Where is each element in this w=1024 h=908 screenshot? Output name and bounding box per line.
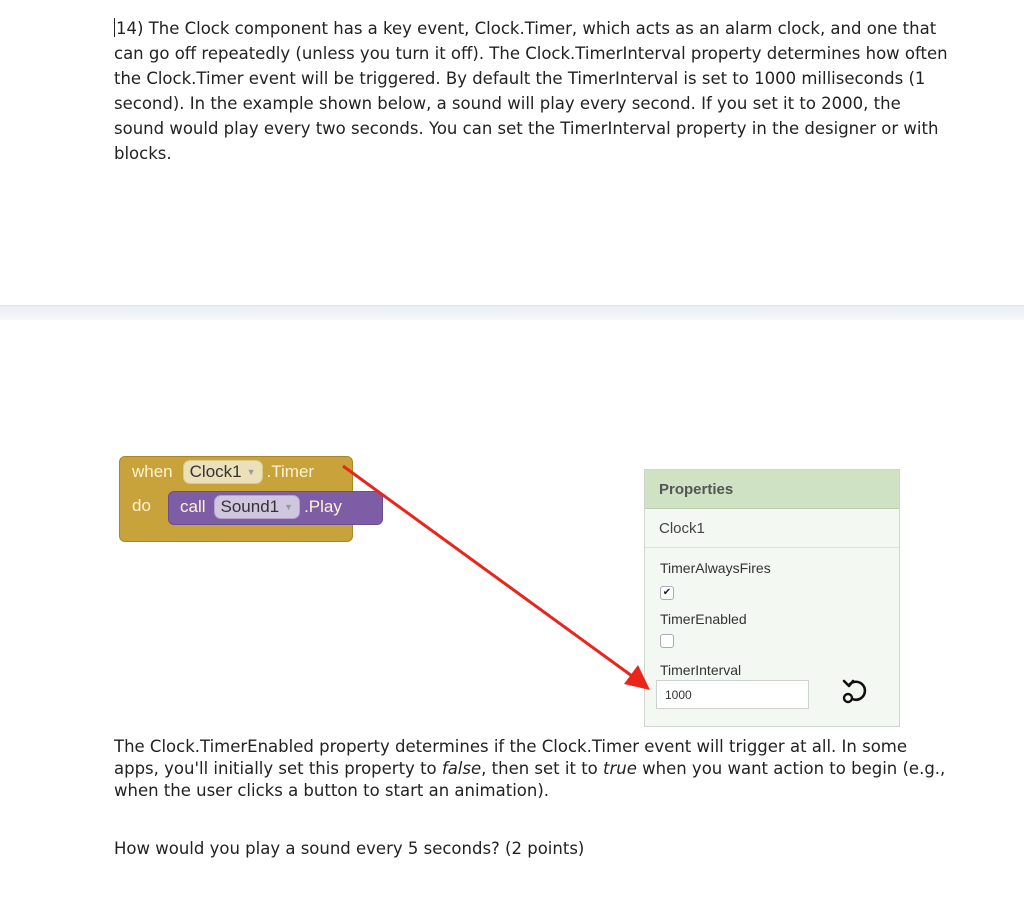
arrow-head-icon xyxy=(624,665,650,690)
do-keyword: do xyxy=(132,496,151,515)
question-prompt: How would you play a sound every 5 seconds? (2 points) xyxy=(114,839,585,858)
properties-component-name: Clock1 xyxy=(645,509,899,548)
checkmark-icon: ✔ xyxy=(662,587,672,598)
arrow-line xyxy=(343,466,632,676)
timer-interval-label: TimerInterval xyxy=(660,662,742,678)
sound-component-label: Sound1 xyxy=(220,497,280,516)
timer-enabled-label: TimerEnabled xyxy=(660,611,747,627)
timer-event-name: .Timer xyxy=(266,462,315,481)
dropdown-arrow-icon: ▼ xyxy=(246,467,256,477)
when-keyword: when xyxy=(132,462,173,481)
question-text: 14) The Clock component has a key event, Clock.Timer, which acts as an alarm clock, and one that can go off repeatedly (unless you turn it off). The Clock.TimerInterval property determines how often the Clock.Timer event will be triggered. By default the TimerInterval is set to 1000 milliseconds (1 second). In the example shown below, a sound will play every second. If you set it to 2000, the sound would play every two seconds. You can set the TimerInterval property in the designer or with blocks. xyxy=(114,19,948,163)
clock-component-label: Clock1 xyxy=(189,462,242,481)
play-method-name: .Play xyxy=(304,497,342,516)
properties-header: Properties xyxy=(645,470,899,509)
timer-always-fires-label: TimerAlwaysFires xyxy=(660,560,771,576)
dropdown-arrow-icon: ▼ xyxy=(284,502,294,512)
call-keyword: call xyxy=(180,497,206,516)
timer-interval-input[interactable]: 1000 xyxy=(656,680,809,709)
explanation-text: The Clock.TimerEnabled property determines if the Clock.Timer event will trigger at all. In some apps, you'll initially set this property to false, then set it to true when you want action to begin (e.g., when the user clicks a button to start an animation). xyxy=(114,737,946,800)
